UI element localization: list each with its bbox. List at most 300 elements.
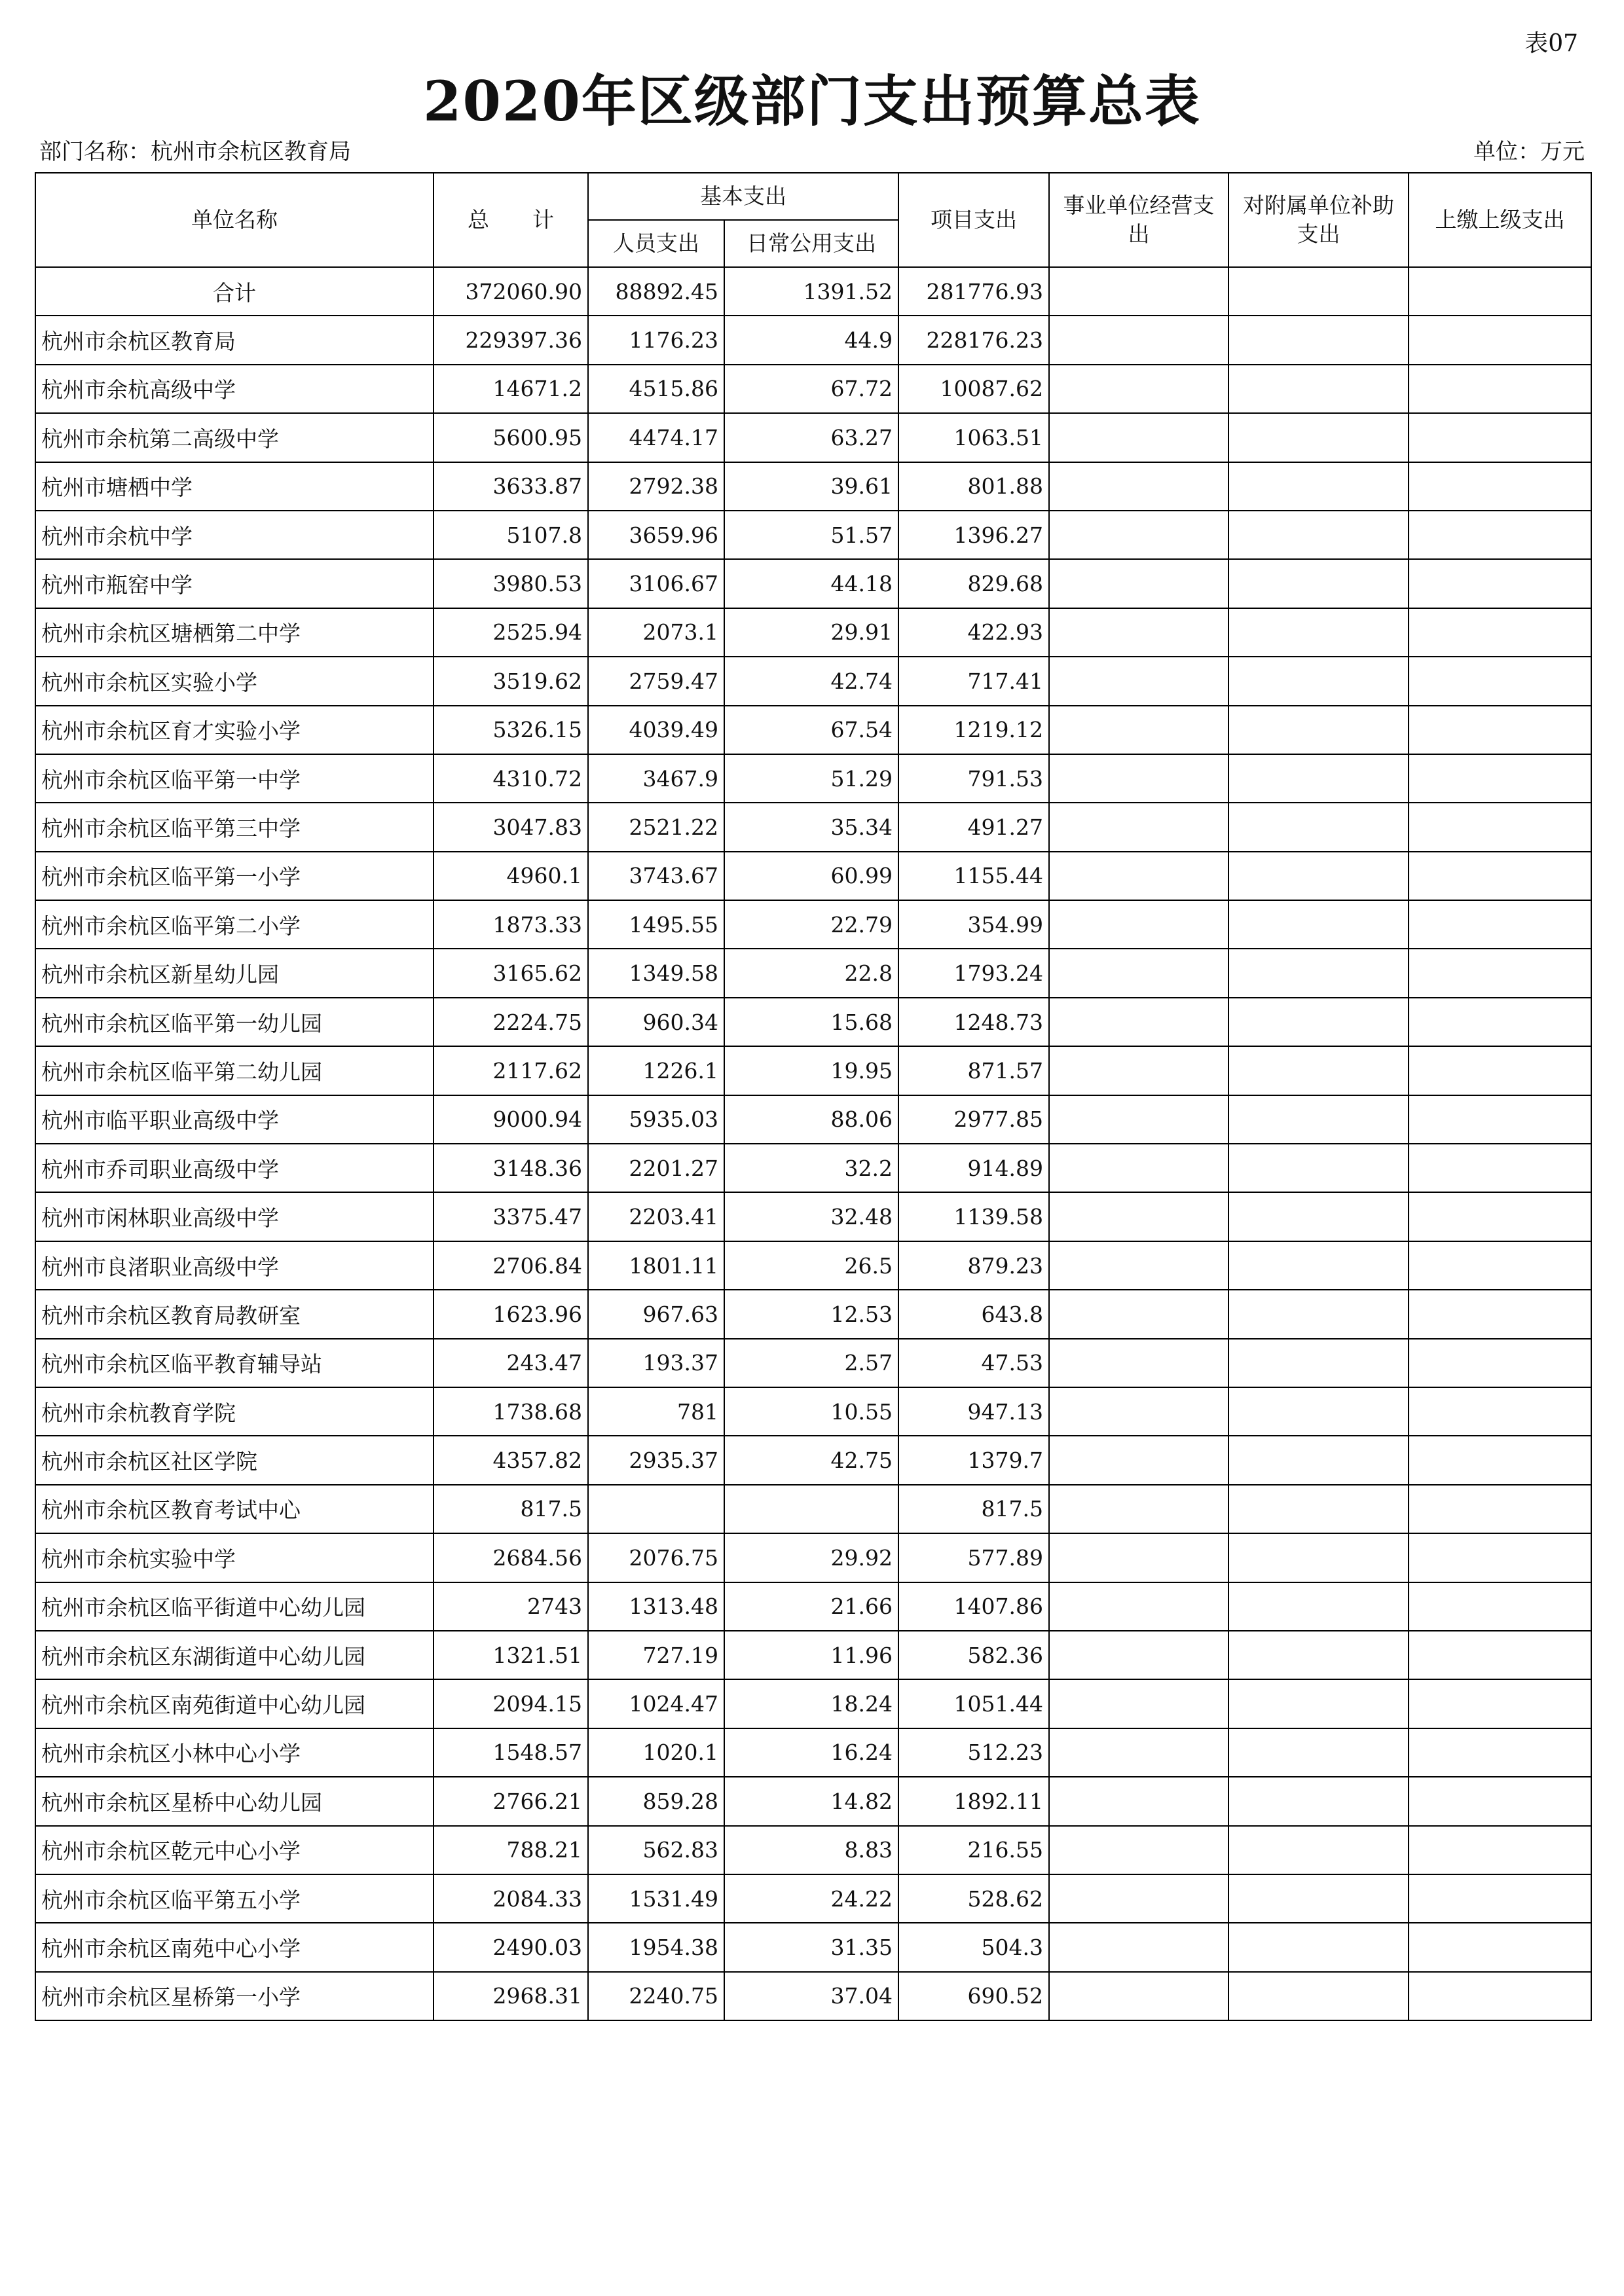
daily-public-cell: 19.95	[724, 1046, 898, 1095]
subsidy-cell	[1228, 1241, 1409, 1290]
unit-name-cell: 杭州市余杭区临平第三中学	[35, 803, 434, 851]
project-cell: 1379.7	[898, 1436, 1049, 1484]
remit-cell	[1409, 267, 1591, 316]
business-cell	[1049, 706, 1228, 754]
remit-cell	[1409, 1728, 1591, 1777]
table-row	[35, 511, 1591, 559]
personnel-cell: 4515.86	[588, 365, 724, 413]
unit-name-cell: 杭州市临平职业高级中学	[35, 1095, 434, 1144]
daily-public-cell: 15.68	[724, 998, 898, 1046]
daily-public-cell: 14.82	[724, 1777, 898, 1825]
project-cell: 422.93	[898, 608, 1049, 657]
table-row	[35, 1387, 1591, 1436]
business-cell	[1049, 511, 1228, 559]
subsidy-cell	[1228, 1923, 1409, 1971]
remit-cell	[1409, 706, 1591, 754]
subsidy-cell	[1228, 1290, 1409, 1338]
business-cell	[1049, 1679, 1228, 1728]
header-project-expenditure: 项目支出	[898, 173, 1049, 267]
remit-cell	[1409, 608, 1591, 657]
table-row	[35, 754, 1591, 803]
daily-public-cell: 18.24	[724, 1679, 898, 1728]
total-cell: 1623.96	[434, 1290, 588, 1338]
personnel-cell: 2792.38	[588, 462, 724, 511]
total-cell: 5326.15	[434, 706, 588, 754]
daily-public-cell: 67.72	[724, 365, 898, 413]
table-row	[35, 1485, 1591, 1533]
subsidy-cell	[1228, 1972, 1409, 2020]
daily-public-cell: 42.75	[724, 1436, 898, 1484]
project-cell: 791.53	[898, 754, 1049, 803]
table-row	[35, 316, 1591, 364]
daily-public-cell: 2.57	[724, 1339, 898, 1387]
daily-public-cell: 60.99	[724, 852, 898, 900]
daily-public-cell: 44.9	[724, 316, 898, 364]
remit-cell	[1409, 1387, 1591, 1436]
unit-name-cell: 杭州市余杭实验中学	[35, 1533, 434, 1582]
remit-cell	[1409, 413, 1591, 462]
table-row	[35, 949, 1591, 997]
personnel-cell: 1801.11	[588, 1241, 724, 1290]
subsidy-cell	[1228, 1777, 1409, 1825]
personnel-cell: 3106.67	[588, 559, 724, 608]
table-row	[35, 462, 1591, 511]
personnel-cell: 3743.67	[588, 852, 724, 900]
remit-cell	[1409, 754, 1591, 803]
business-cell	[1049, 657, 1228, 705]
remit-cell	[1409, 462, 1591, 511]
project-cell: 690.52	[898, 1972, 1049, 2020]
daily-public-cell: 21.66	[724, 1582, 898, 1631]
remit-cell	[1409, 1679, 1591, 1728]
unit-name-cell: 杭州市余杭区南苑中心小学	[35, 1923, 434, 1971]
unit-name-cell: 杭州市余杭区育才实验小学	[35, 706, 434, 754]
business-cell	[1049, 316, 1228, 364]
total-cell: 2766.21	[434, 1777, 588, 1825]
total-cell: 2968.31	[434, 1972, 588, 2020]
unit-name-cell: 杭州市余杭区新星幼儿园	[35, 949, 434, 997]
daily-public-cell: 16.24	[724, 1728, 898, 1777]
subsidy-cell	[1228, 413, 1409, 462]
personnel-cell: 1024.47	[588, 1679, 724, 1728]
project-cell: 817.5	[898, 1485, 1049, 1533]
personnel-cell: 960.34	[588, 998, 724, 1046]
subsidy-cell	[1228, 559, 1409, 608]
personnel-cell: 5935.03	[588, 1095, 724, 1144]
project-cell: 10087.62	[898, 365, 1049, 413]
remit-cell	[1409, 1046, 1591, 1095]
total-cell: 2743	[434, 1582, 588, 1631]
business-cell	[1049, 1241, 1228, 1290]
total-cell: 3148.36	[434, 1144, 588, 1192]
total-cell: 4310.72	[434, 754, 588, 803]
personnel-cell: 2521.22	[588, 803, 724, 851]
table-row	[35, 1972, 1591, 2020]
business-cell	[1049, 1095, 1228, 1144]
table-body	[35, 267, 1591, 2020]
total-cell: 2684.56	[434, 1533, 588, 1582]
total-cell: 3047.83	[434, 803, 588, 851]
personnel-cell: 859.28	[588, 1777, 724, 1825]
project-cell: 1139.58	[898, 1192, 1049, 1241]
unit-name-cell: 杭州市余杭区临平教育辅导站	[35, 1339, 434, 1387]
header-basic-expenditure: 基本支出	[588, 173, 898, 220]
total-cell: 1548.57	[434, 1728, 588, 1777]
unit-name-cell: 杭州市余杭区星桥中心幼儿园	[35, 1777, 434, 1825]
remit-cell	[1409, 852, 1591, 900]
personnel-cell	[588, 1485, 724, 1533]
personnel-cell: 3467.9	[588, 754, 724, 803]
project-cell: 354.99	[898, 900, 1049, 949]
business-cell	[1049, 998, 1228, 1046]
unit-name-cell: 合计	[35, 267, 434, 316]
total-cell: 2094.15	[434, 1679, 588, 1728]
business-cell	[1049, 365, 1228, 413]
project-cell: 1155.44	[898, 852, 1049, 900]
personnel-cell: 1176.23	[588, 316, 724, 364]
remit-cell	[1409, 657, 1591, 705]
remit-cell	[1409, 1144, 1591, 1192]
unit-name-cell: 杭州市余杭区临平第二幼儿园	[35, 1046, 434, 1095]
daily-public-cell: 29.92	[724, 1533, 898, 1582]
daily-public-cell: 11.96	[724, 1631, 898, 1679]
daily-public-cell: 51.57	[724, 511, 898, 559]
remit-cell	[1409, 1485, 1591, 1533]
table-row	[35, 852, 1591, 900]
unit-name-cell: 杭州市乔司职业高级中学	[35, 1144, 434, 1192]
daily-public-cell: 35.34	[724, 803, 898, 851]
business-cell	[1049, 754, 1228, 803]
header-subsidy-expenditure: 对附属单位补助支出	[1228, 173, 1409, 267]
table-row	[35, 1631, 1591, 1679]
personnel-cell: 2073.1	[588, 608, 724, 657]
table-row	[35, 1046, 1591, 1095]
personnel-cell: 3659.96	[588, 511, 724, 559]
daily-public-cell: 88.06	[724, 1095, 898, 1144]
table-row	[35, 803, 1591, 851]
daily-public-cell: 29.91	[724, 608, 898, 657]
remit-cell	[1409, 998, 1591, 1046]
daily-public-cell: 10.55	[724, 1387, 898, 1436]
subsidy-cell	[1228, 1046, 1409, 1095]
business-cell	[1049, 1923, 1228, 1971]
daily-public-cell: 31.35	[724, 1923, 898, 1971]
subsidy-cell	[1228, 1679, 1409, 1728]
unit-name-cell: 杭州市余杭区星桥第一小学	[35, 1972, 434, 2020]
header-remit-expenditure: 上缴上级支出	[1409, 173, 1591, 267]
unit-name-cell: 杭州市余杭高级中学	[35, 365, 434, 413]
daily-public-cell: 39.61	[724, 462, 898, 511]
unit-name-cell: 杭州市塘栖中学	[35, 462, 434, 511]
table-row	[35, 1436, 1591, 1484]
project-cell: 1063.51	[898, 413, 1049, 462]
personnel-cell: 1531.49	[588, 1874, 724, 1923]
project-cell: 717.41	[898, 657, 1049, 705]
project-cell: 829.68	[898, 559, 1049, 608]
unit-name-cell: 杭州市余杭中学	[35, 511, 434, 559]
subsidy-cell	[1228, 1533, 1409, 1582]
business-cell	[1049, 1290, 1228, 1338]
total-cell: 2490.03	[434, 1923, 588, 1971]
table-row	[35, 1241, 1591, 1290]
project-cell: 577.89	[898, 1533, 1049, 1582]
remit-cell	[1409, 1874, 1591, 1923]
project-cell: 491.27	[898, 803, 1049, 851]
table-row	[35, 413, 1591, 462]
personnel-cell: 2240.75	[588, 1972, 724, 2020]
personnel-cell: 781	[588, 1387, 724, 1436]
header-personnel: 人员支出	[588, 220, 724, 267]
table-row	[35, 559, 1591, 608]
header-daily-public: 日常公用支出	[724, 220, 898, 267]
total-cell: 2084.33	[434, 1874, 588, 1923]
business-cell	[1049, 803, 1228, 851]
table-row	[35, 365, 1591, 413]
page-title: 2020年区级部门支出预算总表	[423, 69, 1201, 134]
table-row	[35, 1923, 1591, 1971]
personnel-cell: 1495.55	[588, 900, 724, 949]
unit-name-cell: 杭州市余杭教育学院	[35, 1387, 434, 1436]
unit-name-cell: 杭州市余杭第二高级中学	[35, 413, 434, 462]
subsidy-cell	[1228, 706, 1409, 754]
project-cell: 1892.11	[898, 1777, 1049, 1825]
daily-public-cell: 22.79	[724, 900, 898, 949]
business-cell	[1049, 267, 1228, 316]
table-row	[35, 657, 1591, 705]
total-cell: 788.21	[434, 1826, 588, 1874]
project-cell: 216.55	[898, 1826, 1049, 1874]
remit-cell	[1409, 1582, 1591, 1631]
project-cell: 1248.73	[898, 998, 1049, 1046]
subsidy-cell	[1228, 462, 1409, 511]
subsidy-cell	[1228, 1874, 1409, 1923]
subsidy-cell	[1228, 1387, 1409, 1436]
business-cell	[1049, 900, 1228, 949]
unit-name-cell: 杭州市余杭区教育局	[35, 316, 434, 364]
unit-name-cell: 杭州市余杭区临平第一幼儿园	[35, 998, 434, 1046]
subsidy-cell	[1228, 754, 1409, 803]
daily-public-cell: 32.2	[724, 1144, 898, 1192]
table-row	[35, 1192, 1591, 1241]
remit-cell	[1409, 1290, 1591, 1338]
daily-public-cell: 44.18	[724, 559, 898, 608]
table-row	[35, 1874, 1591, 1923]
total-cell: 9000.94	[434, 1095, 588, 1144]
unit-name-cell: 杭州市余杭区实验小学	[35, 657, 434, 705]
remit-cell	[1409, 1095, 1591, 1144]
personnel-cell: 2076.75	[588, 1533, 724, 1582]
table-row	[35, 1826, 1591, 1874]
daily-public-cell: 32.48	[724, 1192, 898, 1241]
daily-public-cell: 37.04	[724, 1972, 898, 2020]
unit-label: 单位：万元	[1473, 139, 1585, 165]
business-cell	[1049, 1192, 1228, 1241]
personnel-cell: 4039.49	[588, 706, 724, 754]
unit-name-cell: 杭州市闲林职业高级中学	[35, 1192, 434, 1241]
project-cell: 1396.27	[898, 511, 1049, 559]
subsidy-cell	[1228, 1582, 1409, 1631]
project-cell: 1219.12	[898, 706, 1049, 754]
total-cell: 1738.68	[434, 1387, 588, 1436]
project-cell: 2977.85	[898, 1095, 1049, 1144]
unit-name-cell: 杭州市余杭区教育局教研室	[35, 1290, 434, 1338]
unit-name-cell: 杭州市余杭区临平第二小学	[35, 900, 434, 949]
subsidy-cell	[1228, 511, 1409, 559]
project-cell: 879.23	[898, 1241, 1049, 1290]
daily-public-cell: 24.22	[724, 1874, 898, 1923]
remit-cell	[1409, 316, 1591, 364]
daily-public-cell: 12.53	[724, 1290, 898, 1338]
subsidy-cell	[1228, 316, 1409, 364]
daily-public-cell: 51.29	[724, 754, 898, 803]
daily-public-cell: 22.8	[724, 949, 898, 997]
remit-cell	[1409, 949, 1591, 997]
project-cell: 801.88	[898, 462, 1049, 511]
project-cell: 228176.23	[898, 316, 1049, 364]
total-cell: 2706.84	[434, 1241, 588, 1290]
business-cell	[1049, 559, 1228, 608]
total-cell: 14671.2	[434, 365, 588, 413]
table-row	[35, 900, 1591, 949]
remit-cell	[1409, 511, 1591, 559]
business-cell	[1049, 1533, 1228, 1582]
unit-name-cell: 杭州市余杭区教育考试中心	[35, 1485, 434, 1533]
table-row	[35, 1339, 1591, 1387]
personnel-cell: 727.19	[588, 1631, 724, 1679]
total-cell: 243.47	[434, 1339, 588, 1387]
business-cell	[1049, 1046, 1228, 1095]
project-cell: 914.89	[898, 1144, 1049, 1192]
subsidy-cell	[1228, 1144, 1409, 1192]
total-cell: 5600.95	[434, 413, 588, 462]
subsidy-cell	[1228, 1436, 1409, 1484]
remit-cell	[1409, 1777, 1591, 1825]
total-cell: 1321.51	[434, 1631, 588, 1679]
table-row	[35, 1777, 1591, 1825]
table-row	[35, 1582, 1591, 1631]
business-cell	[1049, 1777, 1228, 1825]
table-row	[35, 1290, 1591, 1338]
personnel-cell: 1349.58	[588, 949, 724, 997]
table-row	[35, 608, 1591, 657]
project-cell: 947.13	[898, 1387, 1049, 1436]
daily-public-cell: 1391.52	[724, 267, 898, 316]
remit-cell	[1409, 1192, 1591, 1241]
business-cell	[1049, 1436, 1228, 1484]
subsidy-cell	[1228, 1728, 1409, 1777]
subsidy-cell	[1228, 998, 1409, 1046]
business-cell	[1049, 1631, 1228, 1679]
total-row	[35, 267, 1591, 316]
total-cell: 3375.47	[434, 1192, 588, 1241]
table-row	[35, 1679, 1591, 1728]
total-cell: 372060.90	[434, 267, 588, 316]
remit-cell	[1409, 1241, 1591, 1290]
table-row	[35, 1728, 1591, 1777]
business-cell	[1049, 413, 1228, 462]
table-row	[35, 998, 1591, 1046]
subsidy-cell	[1228, 365, 1409, 413]
unit-name-cell: 杭州市余杭区社区学院	[35, 1436, 434, 1484]
personnel-cell: 88892.45	[588, 267, 724, 316]
business-cell	[1049, 852, 1228, 900]
personnel-cell: 1313.48	[588, 1582, 724, 1631]
total-cell: 1873.33	[434, 900, 588, 949]
unit-name-cell: 杭州市良渚职业高级中学	[35, 1241, 434, 1290]
remit-cell	[1409, 365, 1591, 413]
business-cell	[1049, 462, 1228, 511]
subsidy-cell	[1228, 1631, 1409, 1679]
budget-table	[35, 172, 1592, 2021]
remit-cell	[1409, 1533, 1591, 1582]
business-cell	[1049, 608, 1228, 657]
personnel-cell: 193.37	[588, 1339, 724, 1387]
header-business-expenditure: 事业单位经营支出	[1049, 173, 1228, 267]
table-row	[35, 1144, 1591, 1192]
remit-cell	[1409, 1972, 1591, 2020]
remit-cell	[1409, 803, 1591, 851]
total-cell: 2525.94	[434, 608, 588, 657]
subsidy-cell	[1228, 803, 1409, 851]
unit-name-cell: 杭州市余杭区南苑街道中心幼儿园	[35, 1679, 434, 1728]
project-cell: 643.8	[898, 1290, 1049, 1338]
business-cell	[1049, 1582, 1228, 1631]
daily-public-cell: 67.54	[724, 706, 898, 754]
subsidy-cell	[1228, 949, 1409, 997]
personnel-cell: 1954.38	[588, 1923, 724, 1971]
remit-cell	[1409, 1923, 1591, 1971]
project-cell: 504.3	[898, 1923, 1049, 1971]
table-number: 表07	[1524, 30, 1578, 57]
header-unit-name: 单位名称	[35, 173, 434, 267]
subsidy-cell	[1228, 657, 1409, 705]
total-cell: 4960.1	[434, 852, 588, 900]
personnel-cell: 1226.1	[588, 1046, 724, 1095]
project-cell: 281776.93	[898, 267, 1049, 316]
business-cell	[1049, 1339, 1228, 1387]
total-cell: 3633.87	[434, 462, 588, 511]
project-cell: 47.53	[898, 1339, 1049, 1387]
daily-public-cell: 8.83	[724, 1826, 898, 1874]
total-cell: 229397.36	[434, 316, 588, 364]
personnel-cell: 562.83	[588, 1826, 724, 1874]
subsidy-cell	[1228, 267, 1409, 316]
total-cell: 2117.62	[434, 1046, 588, 1095]
unit-name-cell: 杭州市余杭区临平第一小学	[35, 852, 434, 900]
project-cell: 1051.44	[898, 1679, 1049, 1728]
project-cell: 871.57	[898, 1046, 1049, 1095]
subsidy-cell	[1228, 1192, 1409, 1241]
personnel-cell: 4474.17	[588, 413, 724, 462]
unit-name-cell: 杭州市余杭区东湖街道中心幼儿园	[35, 1631, 434, 1679]
business-cell	[1049, 949, 1228, 997]
project-cell: 1793.24	[898, 949, 1049, 997]
business-cell	[1049, 1874, 1228, 1923]
unit-name-cell: 杭州市余杭区临平街道中心幼儿园	[35, 1582, 434, 1631]
personnel-cell: 2759.47	[588, 657, 724, 705]
daily-public-cell: 42.74	[724, 657, 898, 705]
total-cell: 2224.75	[434, 998, 588, 1046]
business-cell	[1049, 1972, 1228, 2020]
total-cell: 5107.8	[434, 511, 588, 559]
subsidy-cell	[1228, 1095, 1409, 1144]
remit-cell	[1409, 1339, 1591, 1387]
remit-cell	[1409, 1826, 1591, 1874]
remit-cell	[1409, 900, 1591, 949]
table-row	[35, 1533, 1591, 1582]
total-cell: 3165.62	[434, 949, 588, 997]
subsidy-cell	[1228, 1339, 1409, 1387]
